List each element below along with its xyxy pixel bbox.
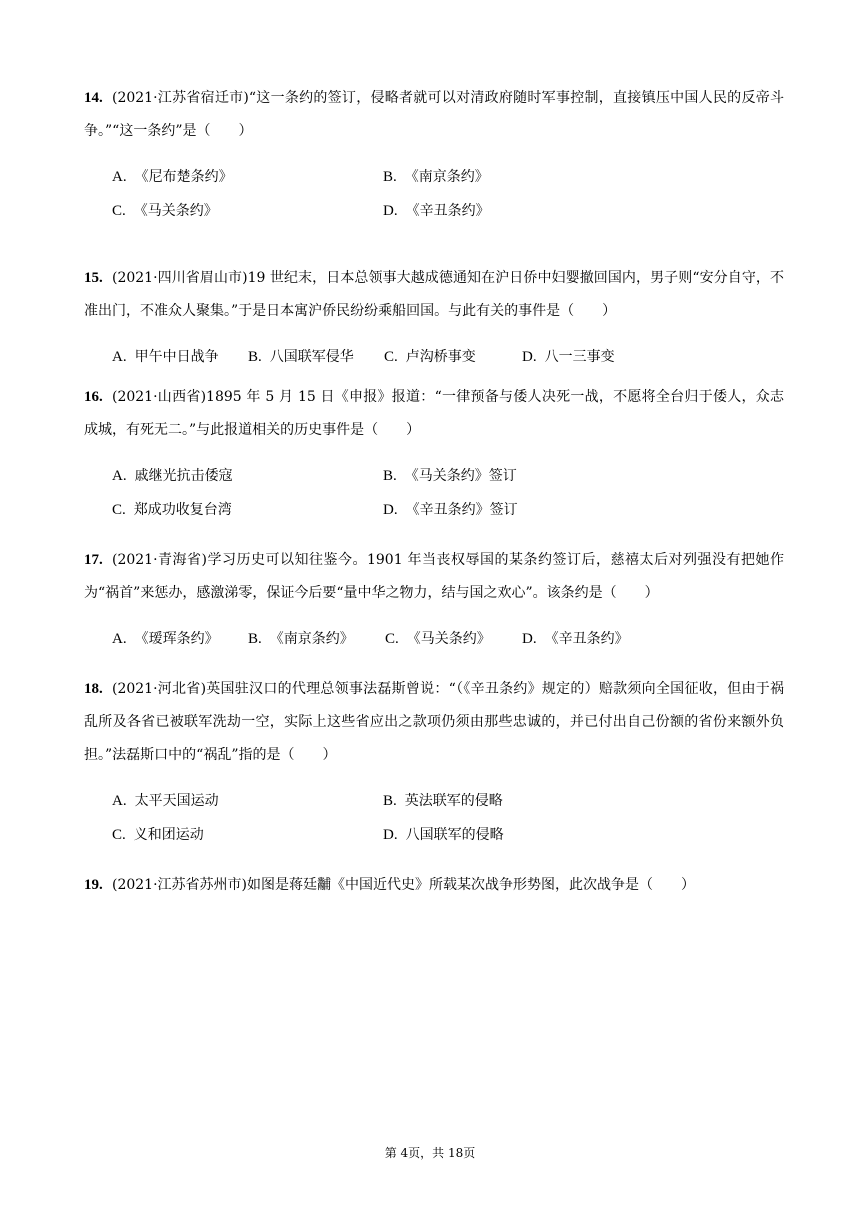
question-number: 19. xyxy=(84,877,103,893)
option-a: A. 太平天国运动 xyxy=(112,793,219,809)
option-a: A. 戚继光抗击倭寇 xyxy=(112,468,233,484)
option-d: D. 《辛丑条约》签订 xyxy=(383,502,518,518)
option-d: D. 《辛丑条约》 xyxy=(383,203,490,219)
option-d: D. 八一三事变 xyxy=(522,349,615,365)
question-19 xyxy=(84,869,784,902)
option-b: B. 八国联军侵华 xyxy=(248,349,354,365)
option-d: D. 《辛丑条约》 xyxy=(522,631,629,647)
options xyxy=(112,459,784,527)
option-c: C. 《马关条约》 xyxy=(385,631,491,647)
option-b: B. 《马关条约》签订 xyxy=(383,468,517,484)
option-b: B. 英法联军的侵略 xyxy=(383,793,503,809)
options xyxy=(112,160,784,228)
question-stem: (2021·山西省)1895 年 5 月 15 日《申报》报道：“一律预备与倭人决死一战，不愿将全台归于倭人，众志成城，有死无二。”与此报道相关的历史事件是（ ） xyxy=(84,389,784,438)
question-15 xyxy=(84,262,784,374)
option-b: B. 《南京条约》 xyxy=(248,631,354,647)
option-c: C. 卢沟桥事变 xyxy=(384,349,476,365)
option-c: C. 郑成功收复台湾 xyxy=(112,502,232,518)
option-a: A. 甲午中日战争 xyxy=(112,349,219,365)
question-17 xyxy=(84,544,784,656)
question-number: 14. xyxy=(84,90,103,106)
option-b: B. 《南京条约》 xyxy=(383,169,489,185)
options xyxy=(112,622,784,656)
question-stem: (2021·青海省)学习历史可以知往鉴今。1901 年当丧权辱国的某条约签订后，慈禧太后对列强没有把她作为“祸首”来惩办，感激涕零，保证今后要“量中华之物力，结与国之欢心”。该条约是（ ） xyxy=(84,552,784,601)
question-18 xyxy=(84,673,784,852)
option-a: A. 《尼布楚条约》 xyxy=(112,169,233,185)
option-c: C. 义和团运动 xyxy=(112,827,204,843)
page-footer: 第 4页，共 18页 xyxy=(384,1146,476,1160)
question-number: 17. xyxy=(84,552,103,568)
question-16 xyxy=(84,381,784,527)
question-stem: (2021·江苏省宿迁市)“这一条约的签订，侵略者就可以对清政府随时军事控制，直接镇压中国人民的反帝斗争。”“这一条约”是（ ） xyxy=(84,90,784,139)
question-14 xyxy=(84,82,784,228)
option-c: C. 《马关条约》 xyxy=(112,203,218,219)
question-stem: (2021·江苏省苏州市)如图是蒋廷黼《中国近代史》所载某次战争形势图，此次战争是（ ） xyxy=(112,877,696,893)
question-stem: (2021·四川省眉山市)19 世纪末，日本总领事大越成德通知在沪日侨中妇婴撤回国内，男子则“安分自守，不准出门，不准众人聚集。”于是日本寓沪侨民纷纷乘船回国。与此有关的事件是（ ） xyxy=(84,270,784,319)
question-number: 18. xyxy=(84,681,103,697)
question-number: 15. xyxy=(84,270,103,286)
options xyxy=(112,784,784,852)
option-d: D. 八国联军的侵略 xyxy=(383,827,504,843)
question-number: 16. xyxy=(84,389,103,405)
option-a: A. 《瑷珲条约》 xyxy=(112,631,219,647)
question-stem: (2021·河北省)英国驻汉口的代理总领事法磊斯曾说：“（《辛丑条约》规定的）赔款须向全国征收，但由于祸乱所及各省已被联军洗劫一空，实际上这些省应出之款项仍须由那些忠诚的，并已付出自己份额的省份来额外负担。”法磊斯口中的“祸乱”指的是（ ） xyxy=(84,681,784,763)
options xyxy=(112,340,784,374)
